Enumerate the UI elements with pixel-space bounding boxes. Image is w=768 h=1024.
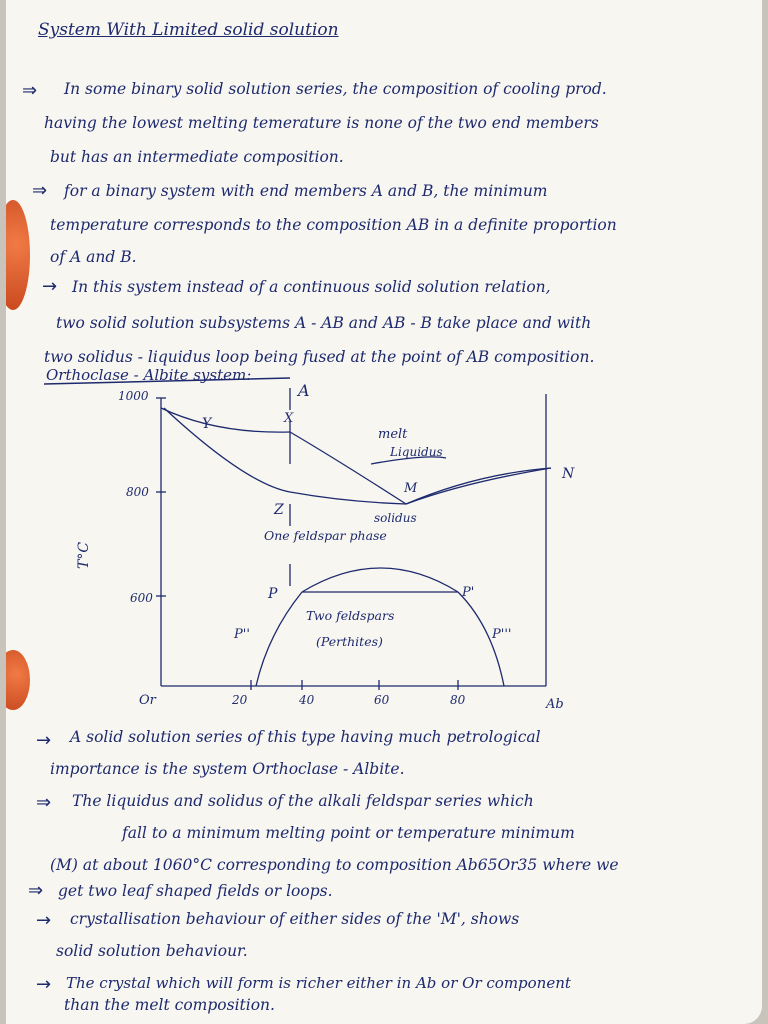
text-line: A solid solution series of this type having much petrological — [70, 728, 541, 746]
solidus-mid — [290, 492, 406, 504]
text-line: get two leaf shaped fields or loops. — [58, 882, 333, 900]
text-line: than the melt composition. — [64, 996, 275, 1014]
x-tick-label: 80 — [450, 693, 466, 707]
text-line: two solidus - liquidus loop being fused at the point of AB composition. — [44, 348, 595, 366]
solvus-left — [256, 592, 302, 686]
arrow-icon: → — [36, 730, 52, 751]
label-x: X — [284, 411, 294, 426]
liquidus-right — [406, 468, 551, 504]
solvus-top — [302, 568, 458, 592]
finger — [6, 200, 30, 310]
arrow-icon: ⇒ — [28, 880, 44, 901]
x-tick-label: 20 — [232, 693, 248, 707]
text-line: of A and B. — [50, 248, 137, 266]
text-line: two solid solution subsystems A - AB and AB - B take place and with — [56, 314, 592, 332]
label-n: N — [562, 466, 575, 482]
text-line: The crystal which will form is richer either in Ab or Or component — [66, 974, 571, 992]
label-y: Y — [202, 416, 212, 432]
text-line: temperature corresponds to the composition AB in a definite proportion — [50, 216, 617, 234]
text-line: (M) at about 1060°C corresponding to composition Ab65Or35 where we — [50, 856, 619, 874]
x-tick-label: Ab — [546, 697, 564, 712]
notebook-page — [6, 0, 762, 1024]
y-axis-title: T°C — [76, 541, 92, 569]
text-line: solid solution behaviour. — [56, 942, 248, 960]
x-tick-label: 60 — [374, 693, 390, 707]
text-line: fall to a minimum melting point or temperature minimum — [122, 824, 575, 842]
x-tick-label: Or — [139, 693, 156, 708]
label-solidus: solidus — [374, 511, 417, 525]
y-tick-label: 800 — [126, 485, 149, 499]
arrow-icon: ⇒ — [36, 792, 52, 813]
arrow-icon: ⇒ — [22, 80, 38, 101]
label-perthites: (Perthites) — [316, 634, 383, 649]
arrow-icon: → — [42, 276, 58, 297]
label-p3: P''' — [492, 627, 512, 642]
arrow-icon: → — [36, 974, 52, 995]
text-line: but has an intermediate composition. — [50, 148, 344, 166]
liquidus-mid — [290, 432, 406, 504]
arrow-icon: → — [36, 910, 52, 931]
text-line: In this system instead of a continuous solid solution relation, — [72, 278, 551, 296]
solidus-right — [406, 468, 551, 504]
page-title: System With Limited solid solution — [38, 20, 339, 40]
text-line: importance is the system Orthoclase - Albite. — [50, 760, 405, 778]
y-tick-label: 600 — [130, 591, 153, 605]
diagram-heading: Orthoclase - Albite system: — [46, 366, 252, 384]
label-melt: melt — [378, 427, 408, 442]
label-one-phase: One feldspar phase — [264, 528, 387, 543]
phase-diagram — [6, 364, 762, 724]
solidus-left — [164, 408, 290, 492]
label-m: M — [404, 481, 418, 496]
arrow-icon: ⇒ — [32, 180, 48, 201]
label-p: P — [268, 586, 278, 602]
label-z: Z — [274, 502, 284, 518]
label-a: A — [298, 381, 310, 400]
text-line: In some binary solid solution series, the composition of cooling prod. — [64, 80, 607, 98]
y-tick-label: 1000 — [118, 389, 149, 403]
text-line: The liquidus and solidus of the alkali feldspar series which — [72, 792, 534, 810]
x-tick-label: 40 — [299, 693, 315, 707]
label-two-phase: Two feldspars — [306, 608, 395, 623]
liquidus-left-upper — [161, 408, 290, 432]
label-p1: P' — [462, 585, 475, 600]
text-line: crystallisation behaviour of either sides of the 'M', shows — [70, 910, 520, 928]
label-p2: P'' — [234, 627, 250, 642]
text-line: for a binary system with end members A and B, the minimum — [64, 182, 548, 200]
label-liquidus: Liquidus — [390, 445, 443, 459]
text-line: having the lowest melting temerature is none of the two end members — [44, 114, 599, 132]
